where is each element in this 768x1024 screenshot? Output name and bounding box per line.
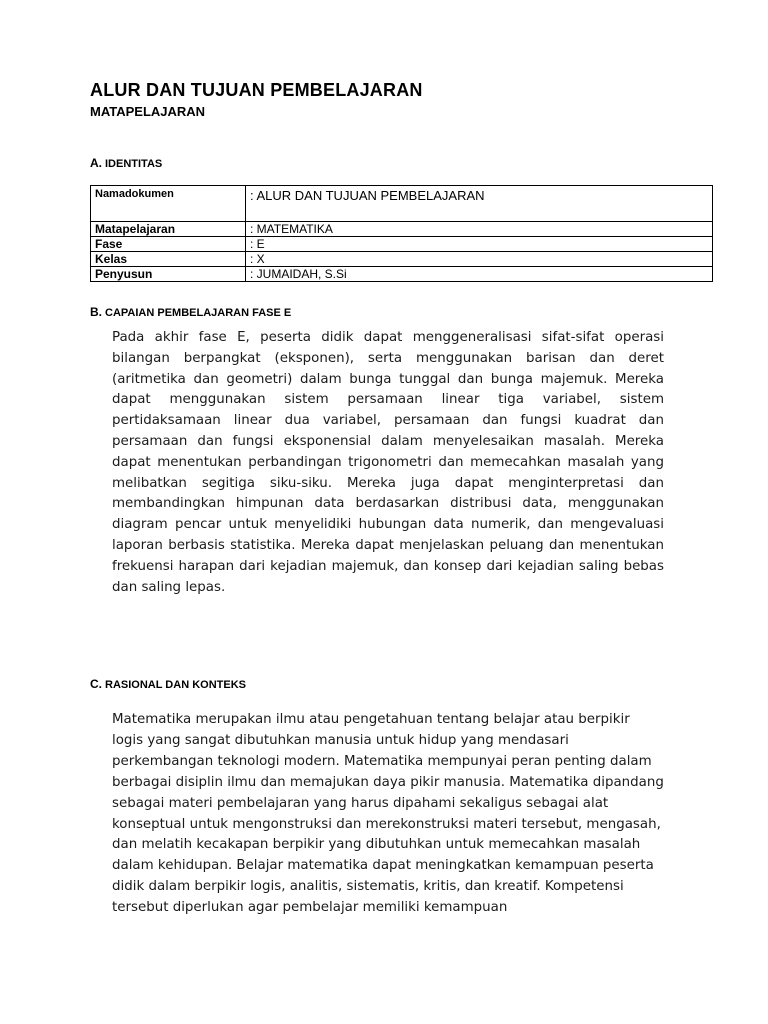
section-b-paragraph: Pada akhir fase E, peserta didik dapat menggeneralisasi sifat-sifat operasi bilangan berpangkat (eksponen), serta menggunakan barisan dan deret (aritmetika dan geometri) dalam bunga tunggal dan bunga majemuk. Mereka dapat menggunakan sistem persamaan linear tiga variabel, sistem pertidaksamaan linear dua variabel, persamaan dan fungsi kuadrat dan persamaan dan fungsi eksponensial dalam menyelesaikan masalah. Mereka dapat menentukan perbandingan trigonometri dan memecahkan masalah yang melibatkan segitiga siku-siku. Mereka juga dapat menginterpretasi dan membandingkan himpunan data berdasarkan distribusi data, menggunakan diagram pencar untuk menyelidiki hubungan data numerik, dan mengevaluasi laporan berbasis statistika. Mereka dapat menjelaskan peluang dan menentukan frekuensi harapan dari kejadian majemuk, dan konsep dari kejadian saling bebas dan saling lepas. (112, 330, 664, 595)
section-b-letter: B. (90, 305, 102, 319)
section-c-paragraph: Matematika merupakan ilmu atau pengetahuan tentang belajar atau berpikir logis yang sangat dibutuhkan manusia untuk hidup yang mendasari perkembangan teknologi modern. Matematika mempunyai peran penting dalam berbagai disiplin ilmu dan memajukan daya pikir manusia. Matematika dipandang sebagai materi pembelajaran yang harus dipahami sekaligus sebagai alat konseptual untuk mengonstruksi dan merekonstruksi materi tersebut, mengasah, dan melatih kecakapan berpikir yang dibutuhkan untuk memecahkan masalah dalam kehidupan. Belajar matematika dapat meningkatkan kemampuan peserta didik dalam berpikir logis, analitis, sistematis, kritis, dan kreatif. Kompetensi tersebut diperlukan agar pembelajar memiliki kemampuan (112, 712, 664, 916)
identity-table (90, 185, 713, 282)
section-b-title: CAPAIAN PEMBELAJARAN FASE E (105, 307, 292, 319)
identity-row (91, 237, 713, 252)
identity-row (91, 252, 713, 267)
section-a-letter: A. (90, 156, 102, 170)
identity-row (91, 267, 713, 282)
identity-row (91, 186, 713, 222)
identity-row (91, 222, 713, 237)
identity-value: : MATEMATIKA (246, 222, 713, 237)
identity-label: Kelas (91, 252, 246, 267)
section-c-heading (90, 677, 246, 691)
identity-value: : E (246, 237, 713, 252)
identity-label: Namadokumen (91, 186, 246, 222)
identity-value: : X (246, 252, 713, 267)
identity-value (246, 186, 713, 222)
document-subtitle: MATAPELAJARAN (90, 104, 206, 119)
identity-label: Penyusun (91, 267, 246, 282)
section-a-title: IDENTITAS (105, 158, 163, 170)
identity-value-text: : ALUR DAN TUJUAN PEMBELAJARAN (250, 188, 485, 203)
section-c-title: RASIONAL DAN KONTEKS (105, 679, 246, 691)
identity-label: Matapelajaran (91, 222, 246, 237)
section-c-letter: C. (90, 677, 102, 691)
identity-label: Fase (91, 237, 246, 252)
section-a-heading (90, 156, 162, 170)
identity-value: : JUMAIDAH, S.Si (246, 267, 713, 282)
document-title: ALUR DAN TUJUAN PEMBELAJARAN (90, 80, 423, 100)
section-b-heading (90, 305, 291, 319)
